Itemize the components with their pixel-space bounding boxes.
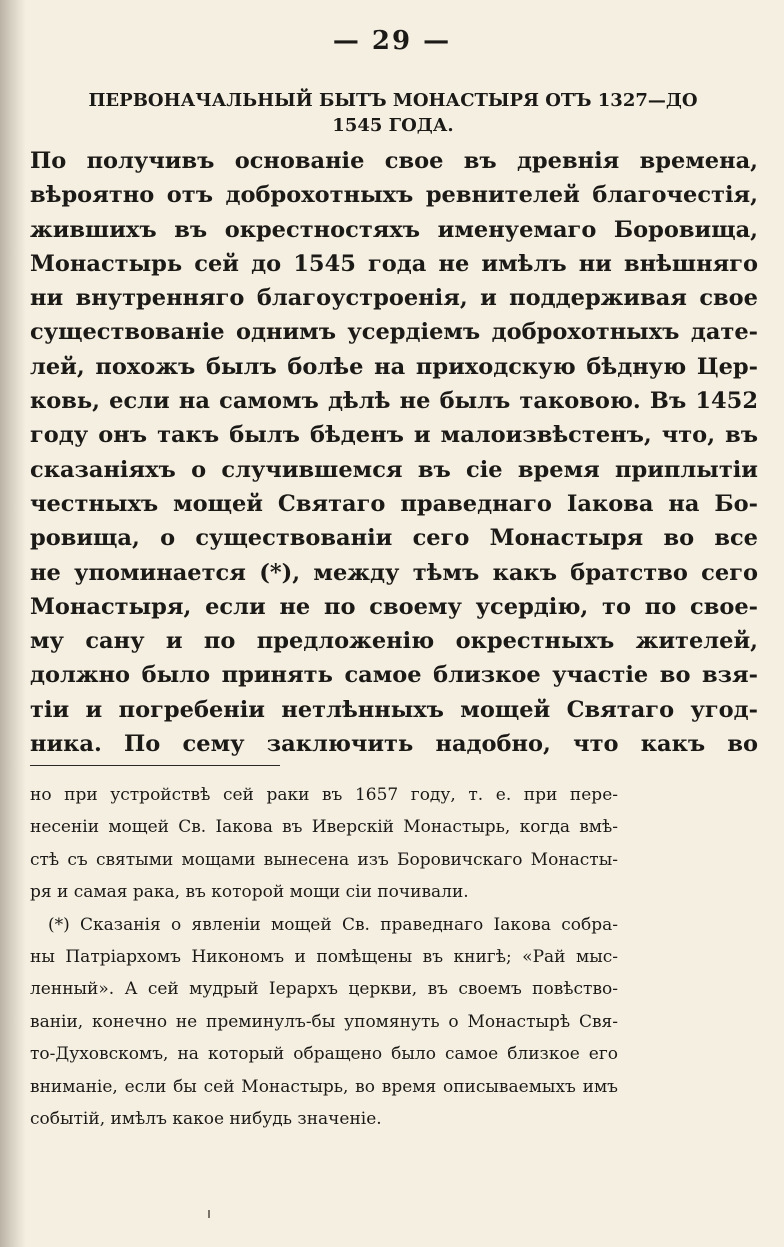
body-line: По получивъ основаніе свое въ древнія времена, [30,148,758,174]
footnote-continuation-line: стѣ съ святыми мощами вынесена изъ Боровичскаго Монасты- [30,849,618,870]
body-line: лей, похожъ былъ болѣе на приходскую бѣдную Цер- [30,353,758,380]
body-line: Монастырь сей до 1545 года не имѣлъ ни внѣшняго [30,250,758,277]
footnote-continuation-line: ря и самая рака, въ которой мощи сіи почивали. [30,882,469,903]
heading-line: ПЕРВОНАЧАЛЬНЫЙ БЫТЪ МОНАСТЫРЯ ОТЪ 1327—ДО [88,90,698,111]
body-line: му сану и по предложенію окрестныхъ жителей, [30,628,758,655]
body-line: тіи и погребеніи нетлѣнныхъ мощей Святаго угод- [30,696,758,723]
heading-line: 1545 ГОДА. [332,115,454,136]
book-spine-shadow [0,0,26,1247]
body-line: существованіе однимъ усердіемъ доброхотныхъ дате- [30,319,758,346]
footnote-note-line: событій, имѣлъ какое нибудь значеніе. [30,1109,382,1130]
body-line: честныхъ мощей Святаго праведнаго Іакова на Бо- [30,490,758,517]
body-line: ровища, о существованіи сего Монастыря во все [30,525,758,552]
footnote-continuation-line: несеніи мощей Св. Іакова въ Иверскій Монастырь, когда вмѣ- [30,817,618,838]
footnote-divider [30,765,280,766]
page-number: — 29 — [332,26,452,56]
ink-speck [208,1210,210,1218]
footnote-note-line: ленный». А сей мудрый Іерархъ церкви, въ своемъ повѣство- [30,979,618,1000]
footnote-note-line: то-Духовскомъ, на который обращено было самое близкое его [30,1044,618,1065]
footnote-note-line: вниманіе, если бы сей Монастырь, во время описываемыхъ имъ [30,1076,618,1097]
body-paragraph [30,144,758,761]
body-line: ни внутренняго благоустроенія, и поддерживая свое [30,285,758,312]
body-line: должно было принять самое близкое участіе во взя- [30,662,758,689]
body-line: ника. По сему заключить надобно, что какъ во [30,731,758,758]
footnote-note-line: ваніи, конечно не преминулъ-бы упомянуть о Монастырѣ Свя- [30,1011,618,1032]
body-line: вѣроятно отъ доброхотныхъ ревнителей благочестія, [30,182,758,209]
footnote-note-line: ны Патріархомъ Никономъ и помѣщены въ книгѣ; «Рай мыс- [30,947,618,968]
body-line: не упоминается (*), между тѣмъ какъ братство сего [30,559,758,586]
body-line: жившихъ въ окрестностяхъ именуемаго Боровища, [30,216,758,243]
footnote-note-line: (*) Сказанія о явленіи мощей Св. праведнаго Іакова собра- [48,914,618,935]
body-line: ковь, если на самомъ дѣлѣ не былъ таковою. Въ 1452 [30,388,758,415]
body-line: сказаніяхъ о случившемся въ сіе время приплытіи [30,456,758,483]
body-line: году онъ такъ былъ бѣденъ и малоизвѣстенъ, что, въ [30,422,758,449]
footnotes [30,779,618,1135]
body-line: Монастыря, если не по своему усердію, то по свое- [30,593,758,620]
section-heading [28,88,758,138]
footnote-continuation-line: но при устройствѣ сей раки въ 1657 году, т. е. при пере- [30,785,618,805]
